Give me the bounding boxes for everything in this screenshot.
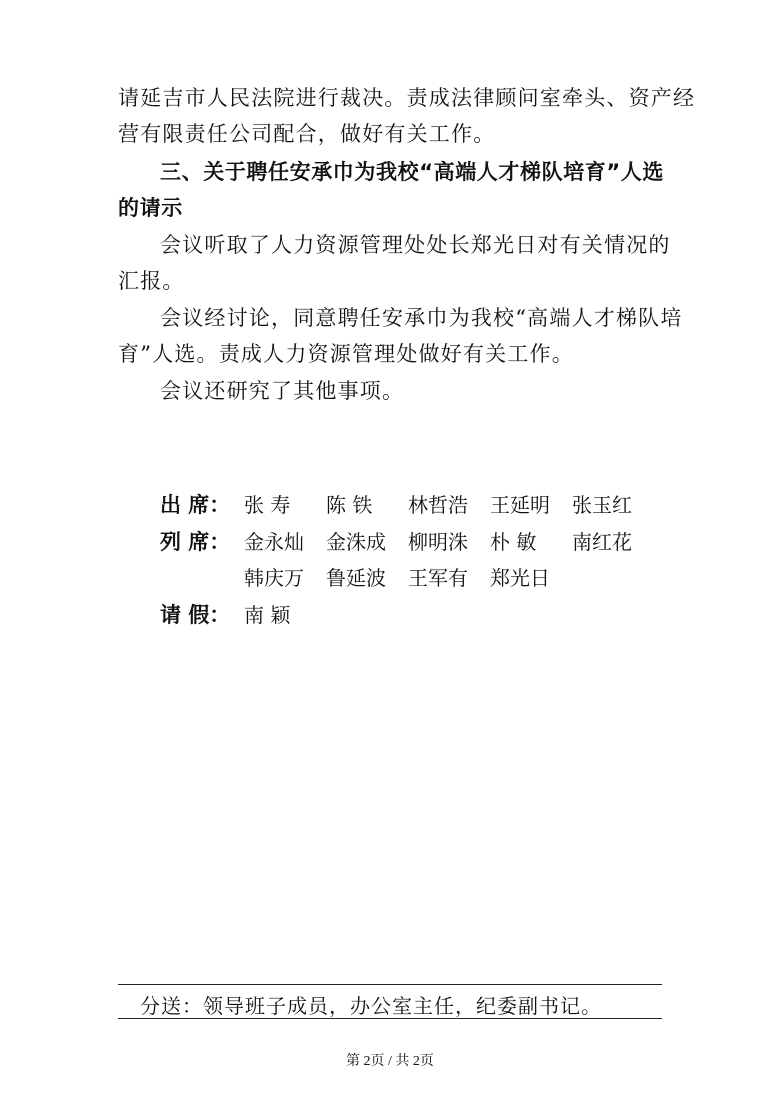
present-label: 出 席：: [160, 493, 231, 517]
leave-name: 南 颖: [244, 603, 291, 627]
observer-name: 柳明洙: [408, 530, 468, 554]
observer-name: 朴 敏: [490, 530, 537, 554]
present-name: 张玉红: [572, 493, 632, 517]
present-name: 林哲浩: [408, 493, 468, 517]
observers-names-row-2: [244, 568, 572, 588]
present-name: 张 寿: [244, 493, 291, 517]
distribution-top-rule: [118, 984, 662, 985]
observer-name: 郑光日: [490, 566, 550, 590]
observer-name: 韩庆万: [244, 566, 304, 590]
body-line-7: 会议还研究了其他事项。: [160, 379, 405, 403]
present-names: [244, 495, 654, 515]
leave-label: 请 假：: [160, 603, 231, 627]
section-heading-line-1: 三、关于聘任安承巾为我校“高端人才梯队培育”人选: [160, 160, 665, 184]
page-number: 第 2页 / 共 2页: [346, 1054, 434, 1069]
body-line-3: 会议听取了人力资源管理处处长郑光日对有关情况的: [160, 233, 671, 257]
body-line-6: 育”人选。责成人力资源管理处做好有关工作。: [118, 342, 574, 366]
leave-names: [244, 605, 326, 625]
observer-name: 金洙成: [326, 530, 386, 554]
distribution-line: 分送：领导班子成员，办公室主任，纪委副书记。: [140, 994, 602, 1018]
section-heading-line-2: 的请示: [118, 196, 183, 220]
observers-names-row-1: [244, 532, 654, 552]
observer-name: 南红花: [572, 530, 632, 554]
observer-name: 鲁延波: [326, 566, 386, 590]
body-line-5: 会议经讨论，同意聘任安承巾为我校“高端人才梯队培: [160, 306, 683, 330]
distribution-bottom-rule: [118, 1018, 662, 1019]
body-line-2: 营有限责任公司配合，做好有关工作。: [118, 122, 496, 146]
body-line-4: 汇报。: [118, 269, 185, 293]
body-line-1: 请延吉市人民法院进行裁决。责成法律顾问室牵头、资产经: [118, 86, 696, 110]
observer-name: 王军有: [408, 566, 468, 590]
present-name: 陈 铁: [326, 493, 373, 517]
observer-name: 金永灿: [244, 530, 304, 554]
observers-label: 列 席：: [160, 530, 231, 554]
present-name: 王延明: [490, 493, 550, 517]
